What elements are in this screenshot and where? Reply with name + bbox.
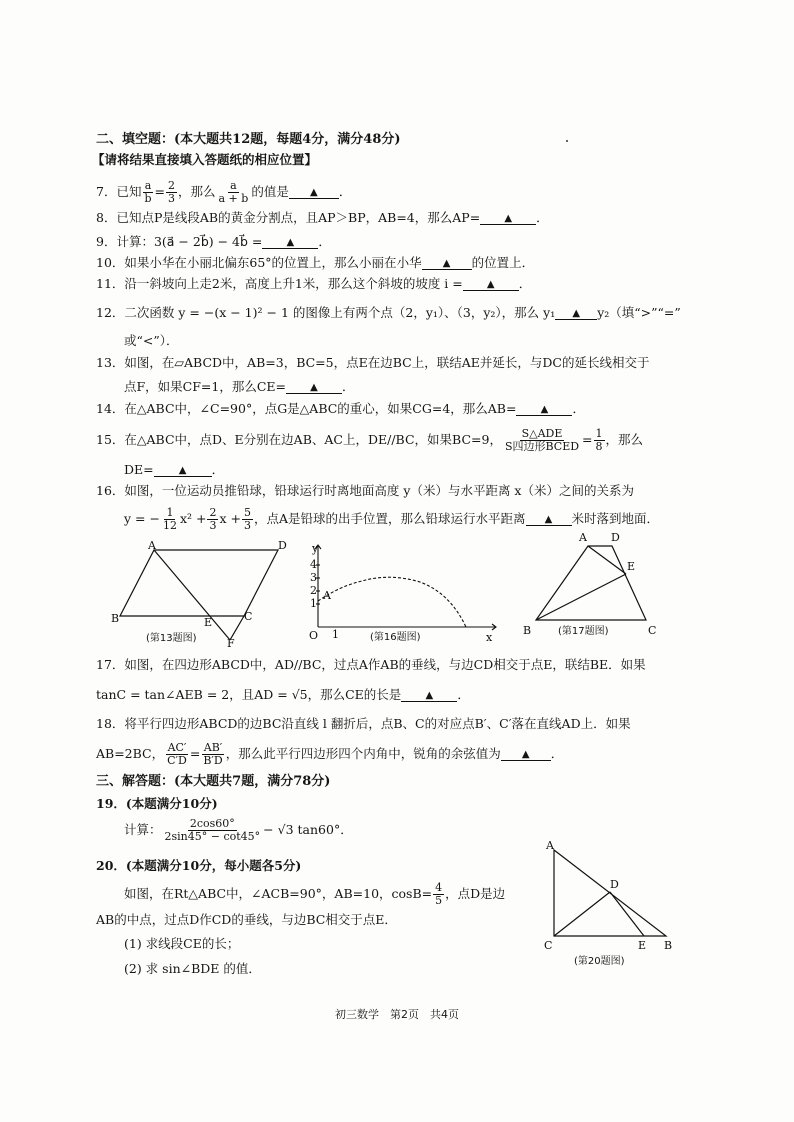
fraction: $\frac{2}{3}$ [167,179,175,205]
question-12: 12．二次函数 y = −(x − 1)² − 1 的图像上有两个点（2，y₁）、（3，y₂），那么 y₁ ▲ y₂（填“>”“=” [96,305,681,320]
question-20-head: 20．(本题满分10分，每小题各5分) [96,858,302,873]
section2-note: 【请将结果直接填入答题纸的相应位置】 [92,152,318,167]
question-20-part2: (2) 求 sin∠BDE 的值． [124,961,261,976]
label-d: D [610,878,619,891]
answer-blank[interactable]: ▲ [480,210,536,225]
fraction: $\frac{2}{3}$ [209,506,217,532]
question-8: 8．已知点P是线段AB的黄金分割点，且AP＞BP，AB=4，那么AP= ▲ ． [96,210,549,225]
question-20: 如图，在Rt△ABC中，∠ACB=90°，AB=10，cosB= $\frac{4}{5}$ ，点D是边 [124,881,506,907]
question-18: 18．将平行四边形ABCD的边BC沿直线 l 翻折后，点B、C的对应点B′、C′落在直线AD上．如果 [96,716,631,731]
label-b: B [664,939,673,952]
scan-speck [566,140,568,142]
caption-17: (第17题图) [558,626,609,637]
tick-4: 4 [310,558,317,571]
answer-blank[interactable]: ▲ [526,511,572,526]
label-c: C [244,610,253,623]
fraction: $\frac{\text{S△ADE}}{\text{S四边形BCED}}$ [504,427,580,453]
figure-20 [540,836,680,974]
answer-blank[interactable]: ▲ [516,401,572,416]
answer-blank[interactable]: ▲ [422,255,472,270]
label-d: D [611,531,620,544]
question-20-part1: (1) 求线段CE的长； [124,936,240,951]
question-12-cont: 或“<”）． [124,333,179,348]
label-a: A [323,589,331,602]
fraction: $\frac{1}{12}$ [162,506,177,532]
page-footer: 初三数学 第2页 共4页 [335,1008,459,1021]
segment-de [610,892,644,936]
fraction: $\frac{2\cos 60^\circ}{2\sin 45^\circ - \cot 45^\circ}$ [164,817,261,843]
caption-13: (第13题图) [146,633,197,644]
fraction: $\frac{5}{3}$ [243,506,251,532]
segment-cd [554,892,610,936]
tick-3: 3 [310,571,317,584]
answer-blank[interactable]: ▲ [262,234,318,249]
fraction: $\frac{AB'}{B'D}$ [203,741,223,767]
question-20-cont: AB的中点，过点D作CD的垂线，与边BC相交于点E． [96,912,397,927]
label-e: E [627,560,636,573]
label-e: E [638,939,647,952]
section2-title: 二、填空题：(本大题共12题，每题4分，满分48分) [96,132,401,147]
question-19-head: 19．(本题满分10分) [96,796,218,811]
origin-label: O [309,629,319,642]
question-10: 10．如果小华在小丽北偏东65°的位置上，那么小丽在小华 ▲ 的位置上． [96,255,535,270]
question-16-cont: y = − $\frac{1}{12}$ x² + $\frac{2}{3}$ x + $\frac{5}{3}$ ，点A是铅球的出手位置，那么铅球运行水平距离 ▲ 米时落到地面． [124,506,660,532]
label-b: B [111,612,120,625]
fraction: $\frac{1}{8}$ [595,427,603,453]
caption-16: (第16题图) [370,632,421,643]
fraction: $\frac{4}{5}$ [435,881,443,907]
label-a: A [579,531,587,544]
label-b: B [523,624,532,637]
answer-blank[interactable]: ▲ [555,305,597,320]
axis-y-label: y [312,542,319,555]
fraction: $\frac{AC'}{C'D}$ [167,741,187,767]
figure-17 [516,528,666,640]
question-15-cont: DE= ▲ ． [124,462,225,477]
question-15: 15．在△ABC中，点D、E分别在边AB、AC上，DE//BC，如果BC=9， $\frac{\text{S△ADE}}{\text{S四边形BCED}}$ = $\frac{1}{8}$ ，那么 [96,427,644,453]
segment-af [154,550,230,640]
figure-13 [106,540,296,650]
figure-16 [304,537,504,649]
axis-x-label: x [486,631,493,644]
answer-blank[interactable]: ▲ [289,184,339,199]
question-16: 16．如图，一位运动员推铅球，铅球运行时离地面高度 y（米）与水平距离 x（米）之间的关系为 [96,483,634,498]
question-9: 9．计算：3(a⃗ − 2b⃗) − 4b⃗ = ▲ ． [96,234,331,249]
answer-blank[interactable]: ▲ [286,379,342,394]
answer-blank[interactable]: ▲ [463,276,519,291]
label-c: C [544,939,553,952]
segment-be [536,574,626,620]
segment-ae [588,546,626,574]
label-c: C [648,624,657,637]
question-13-cont: 点F，如果CF=1，那么CE= ▲ ． [124,379,355,394]
fraction: $\frac{a}{b}$ [144,179,152,205]
answer-blank[interactable]: ▲ [154,462,212,477]
label-f: F [227,637,235,650]
label-a: A [148,540,156,552]
question-14: 14．在△ABC中，∠C=90°，点G是△ABC的重心，如果CG=4，那么AB= ▲ ． [96,401,585,416]
question-17-cont: tanC = tan∠AEB = 2，且AD = √5，那么CE的长是 ▲ ． [96,687,470,702]
question-13: 13．如图，在▱ABCD中，AB=3，BC=5，点E在边BC上，联结AE并延长，与DC的延长线相交于 [96,355,650,370]
quadrilateral-abcd [536,546,646,620]
answer-blank[interactable]: ▲ [401,687,457,702]
caption-20: (第20题图) [574,956,625,967]
answer-blank[interactable]: ▲ [501,746,551,761]
question-11: 11．沿一斜坡向上走2米，高度上升1米，那么这个斜坡的坡度 i = ▲ ． [96,276,532,291]
section3-title: 三、解答题：(本大题共7题，满分78分) [96,774,331,789]
label-e: E [204,616,213,629]
question-17: 17．如图，在四边形ABCD中，AD//BC，过点A作AB的垂线，与边CD相交于点E，联结BE．如果 [96,657,646,672]
question-7: 7．已知 $\frac{a}{b}$ = $\frac{2}{3}$ ，那么 $\frac{a}{a + b}$ 的值是 ▲ ． [96,179,352,205]
trajectory-curve [318,577,466,627]
label-a: A [546,839,554,852]
fraction: $\frac{a}{a + b}$ [218,179,249,205]
label-d: D [278,540,287,552]
tick-x1: 1 [332,628,339,641]
parallelogram-abcd [120,550,278,616]
tick-2: 2 [310,584,317,597]
question-19: 计算： $\frac{2\cos 60^\circ}{2\sin 45^\circ - \cot 45^\circ}$ − √3 tan60°． [124,817,353,843]
tick-1: 1 [310,597,317,610]
question-18-cont: AB=2BC， $\frac{AC'}{C'D}$ = $\frac{AB'}{B'D}$ ，那么此平行四边形四个内角中，锐角的余弦值为 ▲ ． [96,741,564,767]
